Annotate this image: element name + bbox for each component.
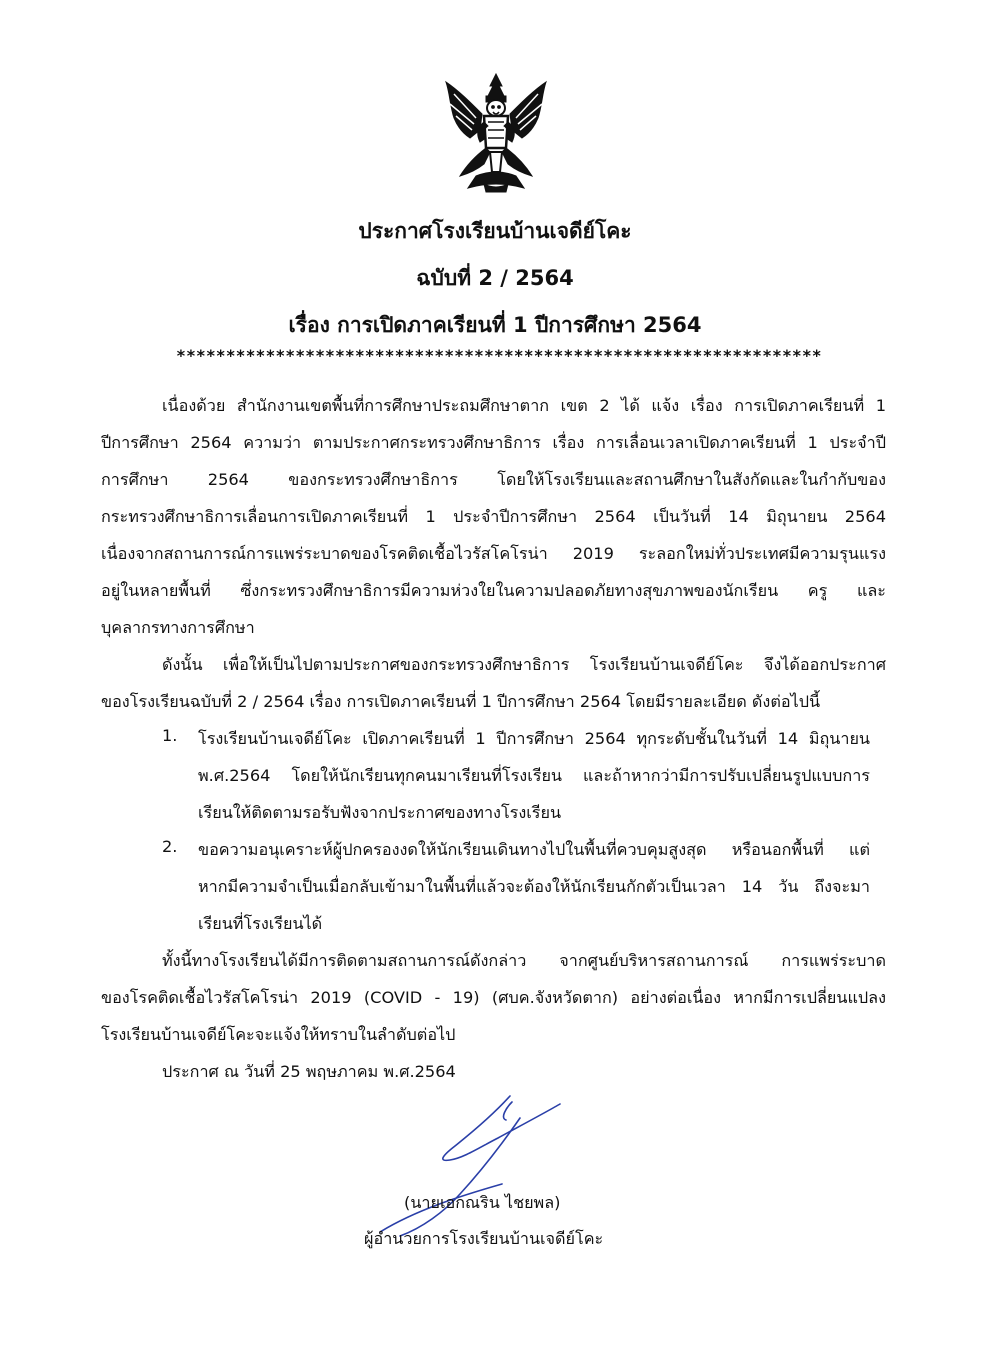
para2-line: ของโรงเรียนฉบับที่ 2 / 2564 เรื่อง การเปิดภาคเรียนที่ 1 ปีการศึกษา 2564 โดยมีรายละเอียด ดังต่อไปนี้ <box>101 692 821 711</box>
announcement-number: ฉบับที่ 2 / 2564 <box>416 266 574 290</box>
separator-line: ***************************************************************** <box>176 346 822 365</box>
announcement-subject: เรื่อง การเปิดภาคเรียนที่ 1 ปีการศึกษา 2564 <box>288 313 702 337</box>
para1-line: บุคลากรทางการศึกษา <box>101 618 255 637</box>
list-item-number: 1. <box>162 726 178 745</box>
garuda-emblem-icon <box>440 72 552 194</box>
list-item-line: เรียนที่โรงเรียนได้ <box>198 914 323 933</box>
para3-line: ของโรคติดเชื้อไวรัสโคโรน่า 2019 (COVID - 19) (ศบค.จังหวัดตาก) อย่างต่อเนื่อง หากมีการเปลี่ยนแปลง <box>101 988 886 1007</box>
para1-line: เนื่องจากสถานการณ์การแพร่ระบาดของโรคติดเชื้อไวรัสโคโรน่า 2019 ระลอกใหม่ทั่วประเทศมีความรุนแรง <box>101 544 886 563</box>
signatory-position: ผู้อำนวยการโรงเรียนบ้านเจดีย์โคะ <box>364 1229 604 1248</box>
para1-line: กระทรวงศึกษาธิการเลื่อนการเปิดภาคเรียนที่ 1 ประจำปีการศึกษา 2564 เป็นวันที่ 14 มิถุนายน 2564 <box>101 507 886 526</box>
list-item-line: หากมีความจำเป็นเมื่อกลับเข้ามาในพื้นที่แล้วจะต้องให้นักเรียนกักตัวเป็นเวลา 14 วัน ถึงจะมา <box>198 877 870 896</box>
para1-line: อยู่ในหลายพื้นที่ ซึ่งกระทรวงศึกษาธิการมีความห่วงใยในความปลอดภัยทางสุขภาพของนักเรียน ครู และ <box>101 581 886 600</box>
para1-line: ปีการศึกษา 2564 ความว่า ตามประกาศกระทรวงศึกษาธิการ เรื่อง การเลื่อนเวลาเปิดภาคเรียนที่ 1 ประจำปี <box>101 433 886 452</box>
list-item-line: พ.ศ.2564 โดยให้นักเรียนทุกคนมาเรียนที่โรงเรียน และถ้าหากว่ามีการปรับเปลี่ยนรูปแบบการ <box>198 766 870 785</box>
announcement-title: ประกาศโรงเรียนบ้านเจดีย์โคะ <box>358 219 632 243</box>
list-item-line: โรงเรียนบ้านเจดีย์โคะ เปิดภาคเรียนที่ 1 ปีการศึกษา 2564 ทุกระดับชั้นในวันที่ 14 มิถุนายน <box>198 729 870 748</box>
signatory-name: (นายเอกณริน ไชยพล) <box>404 1193 561 1212</box>
para1-line: การศึกษา 2564 ของกระทรวงศึกษาธิการ โดยให้โรงเรียนและสถานศึกษาในสังกัดและในกำกับของ <box>101 470 886 489</box>
list-item-line: ขอความอนุเคราะห์ผู้ปกครองงดให้นักเรียนเดินทางไปในพื้นที่ควบคุมสูงสุด หรือนอกพื้นที่ แต่ <box>198 840 870 859</box>
list-item-number: 2. <box>162 837 178 856</box>
para3-line: ทั้งนี้ทางโรงเรียนได้มีการติดตามสถานการณ์ดังกล่าว จากศูนย์บริหารสถานการณ์ การแพร่ระบาด <box>162 951 886 970</box>
list-item-line: เรียนให้ติดตามรอรับฟังจากประกาศของทางโรงเรียน <box>198 803 562 822</box>
para3-line: โรงเรียนบ้านเจดีย์โคะจะแจ้งให้ทราบในลำดับต่อไป <box>101 1025 456 1044</box>
announce-date: ประกาศ ณ วันที่ 25 พฤษภาคม พ.ศ.2564 <box>162 1062 456 1081</box>
para1-line: เนื่องด้วย สำนักงานเขตพื้นที่การศึกษาประถมศึกษาตาก เขต 2 ได้ แจ้ง เรื่อง การเปิดภาคเรียนที่ 1 <box>162 396 886 415</box>
para2-line: ดังนั้น เพื่อให้เป็นไปตามประกาศของกระทรวงศึกษาธิการ โรงเรียนบ้านเจดีย์โคะ จึงได้ออกประกาศ <box>162 655 886 674</box>
